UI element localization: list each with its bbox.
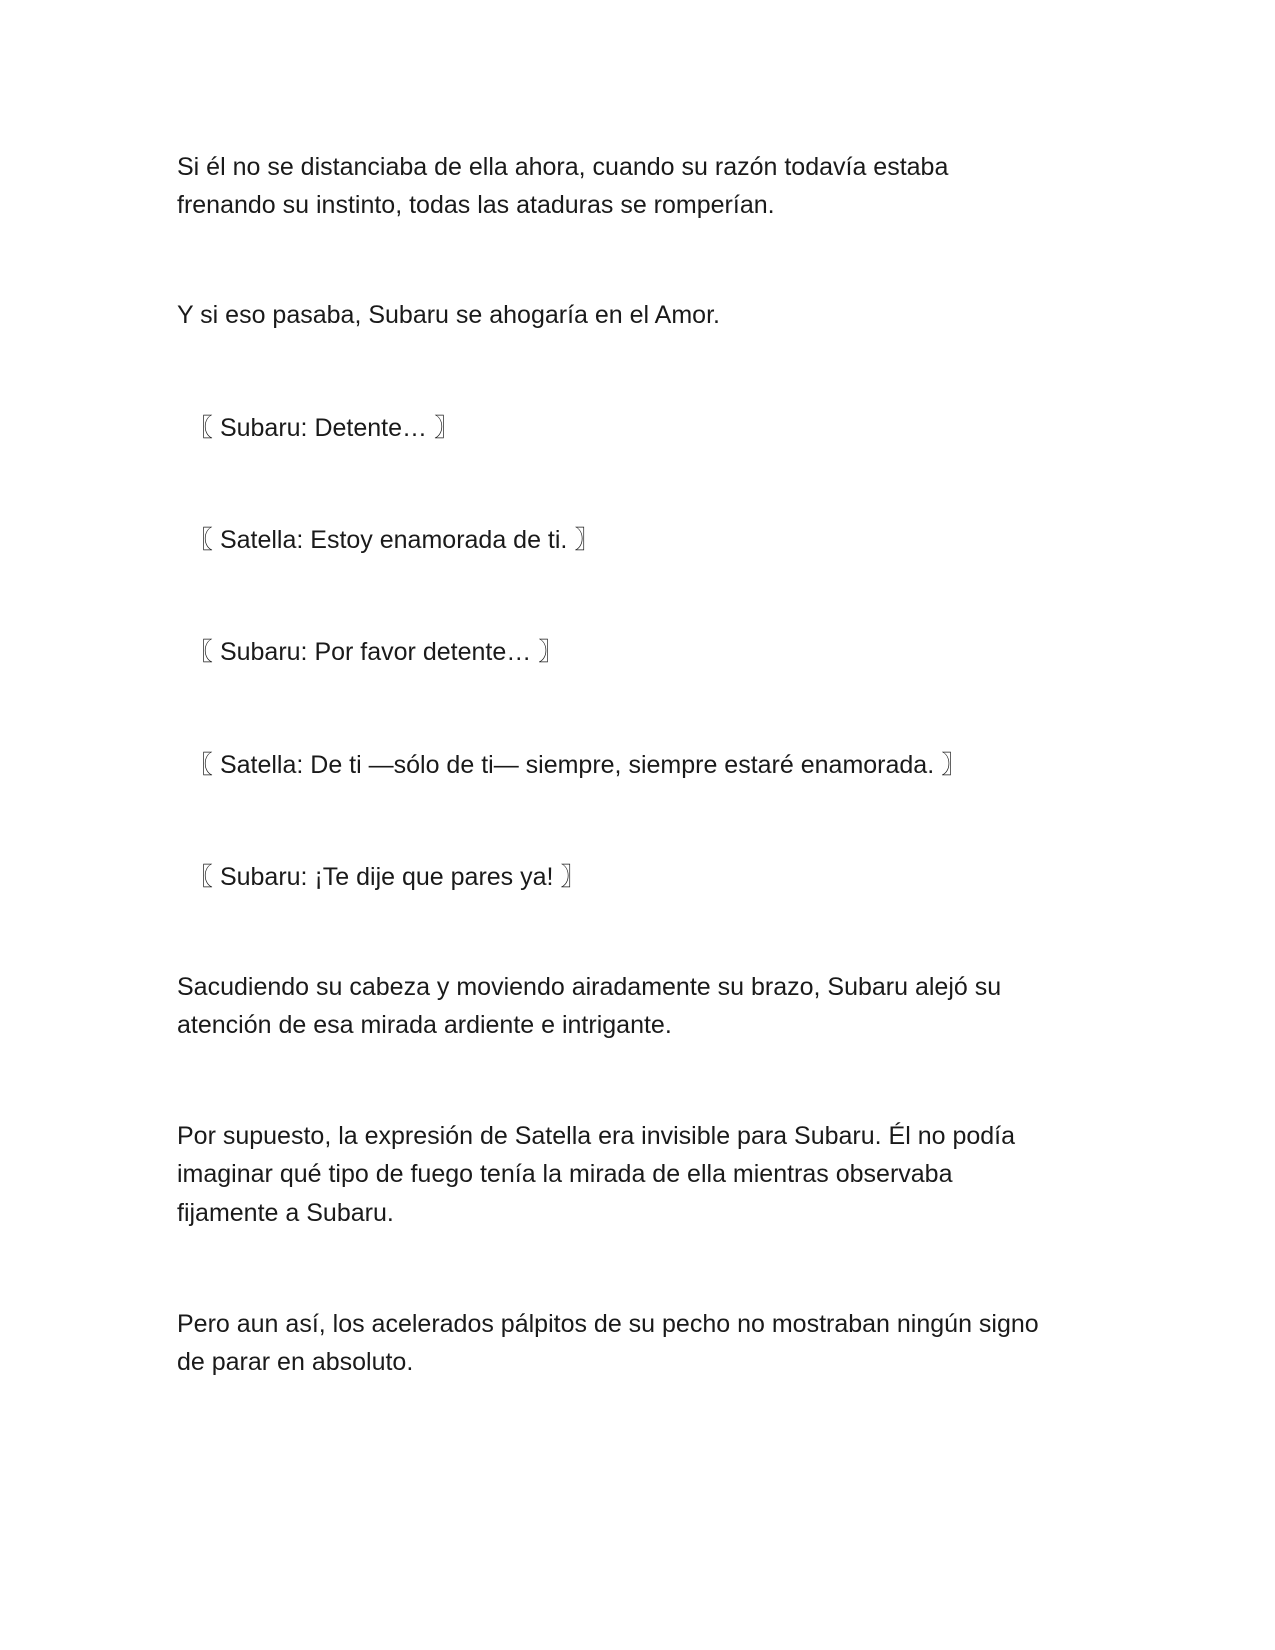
paragraph-9-line-3: fijamente a Subaru. <box>177 1199 394 1227</box>
dialogue-subaru-3: 〖 Subaru: ¡Te dije que pares ya! 〗 <box>188 863 586 891</box>
paragraph-10-line-2: de parar en absoluto. <box>177 1348 414 1376</box>
paragraph-8-line-1: Sacudiendo su cabeza y moviendo airadamente su brazo, Subaru alejó su <box>177 973 1002 1001</box>
paragraph-10-line-1: Pero aun así, los acelerados pálpitos de su pecho no mostraban ningún signo <box>177 1310 1039 1338</box>
dialogue-satella-2: 〖 Satella: De ti —sólo de ti— siempre, siempre estaré enamorada. 〗 <box>188 751 967 779</box>
paragraph-2-line-1: Y si eso pasaba, Subaru se ahogaría en el Amor. <box>177 301 720 329</box>
dialogue-satella-1: 〖 Satella: Estoy enamorada de ti. 〗 <box>188 526 600 554</box>
paragraph-1-line-1: Si él no se distanciaba de ella ahora, cuando su razón todavía estaba <box>177 153 949 181</box>
paragraph-1-line-2: frenando su instinto, todas las ataduras se romperían. <box>177 191 775 219</box>
dialogue-subaru-1: 〖 Subaru: Detente… 〗 <box>188 414 459 442</box>
dialogue-subaru-2: 〖 Subaru: Por favor detente… 〗 <box>188 638 564 666</box>
paragraph-8-line-2: atención de esa mirada ardiente e intrigante. <box>177 1011 672 1039</box>
paragraph-9-line-2: imaginar qué tipo de fuego tenía la mirada de ella mientras observaba <box>177 1160 953 1188</box>
paragraph-9-line-1: Por supuesto, la expresión de Satella era invisible para Subaru. Él no podía <box>177 1122 1016 1150</box>
